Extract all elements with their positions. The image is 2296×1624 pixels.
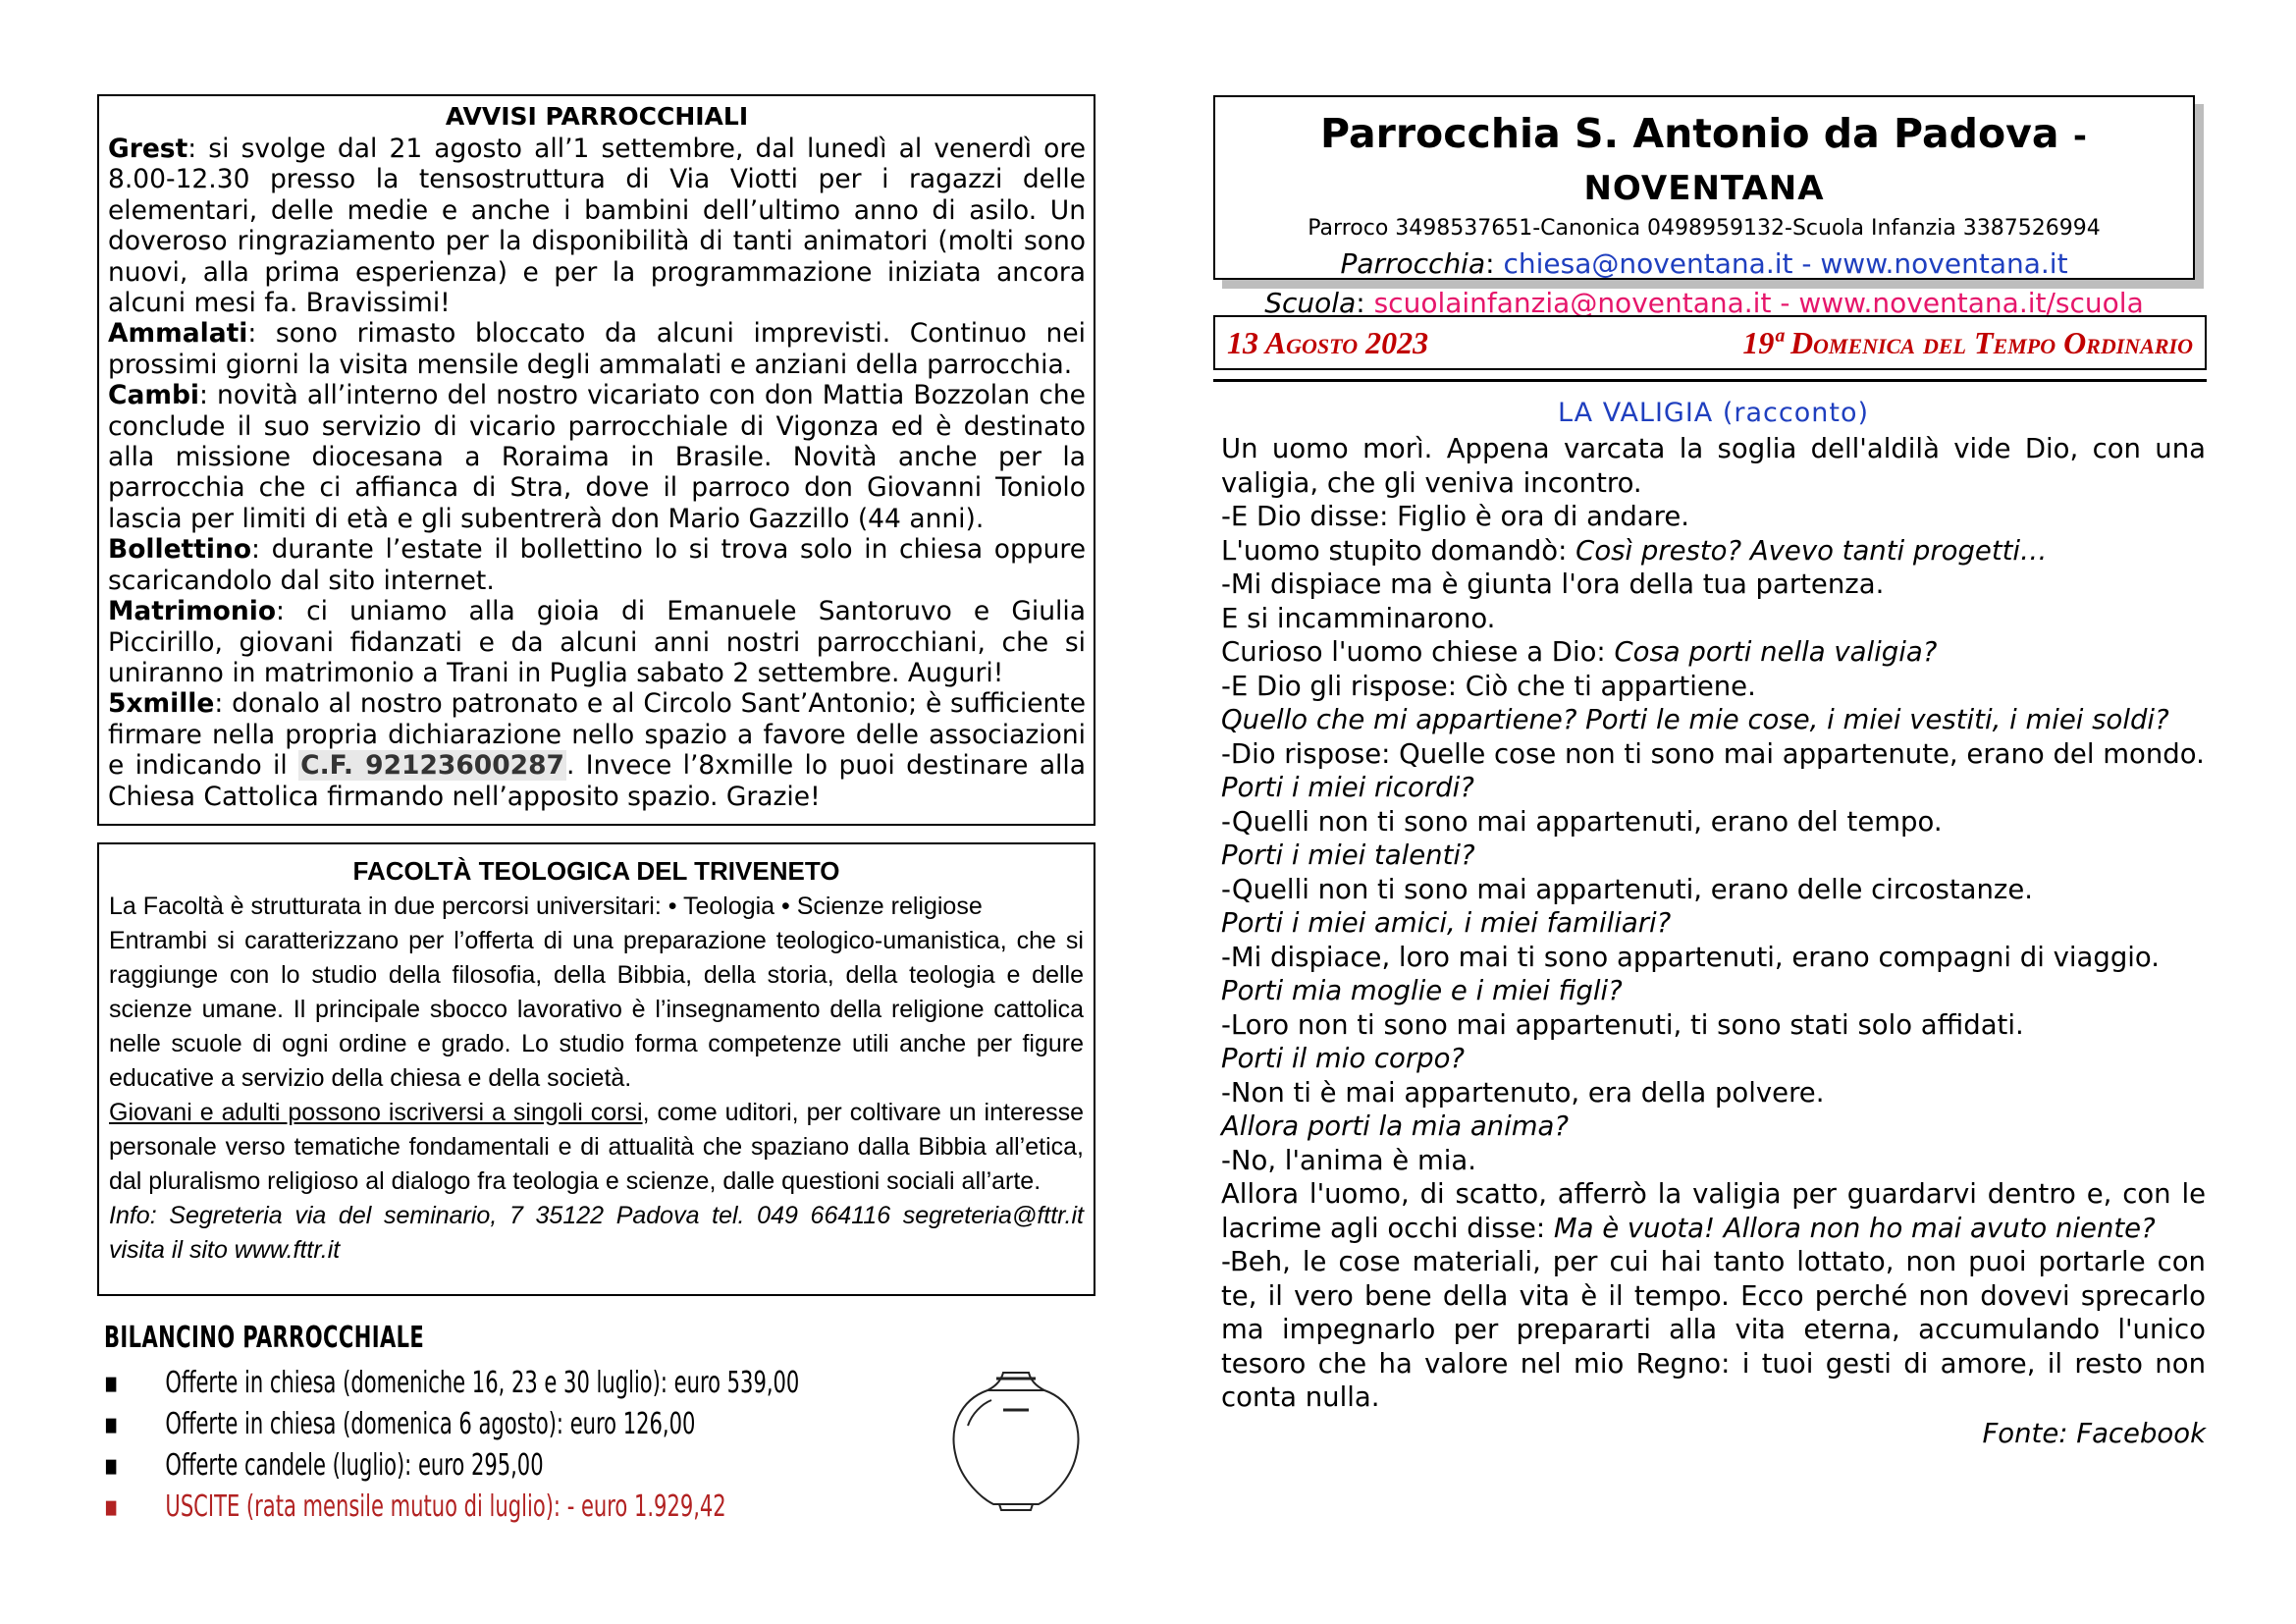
bilancino-title: BILANCINO PARROCCHIALE bbox=[104, 1321, 425, 1355]
racconto-line-text: -Mi dispiace ma è giunta l'ora della tua partenza. bbox=[1221, 568, 1885, 600]
grest-label: Grest bbox=[108, 134, 188, 164]
racconto-line bbox=[1221, 602, 2206, 636]
racconto-line-text: -Quelli non ti sono mai appartenuti, erano delle circostanze. bbox=[1221, 873, 2034, 905]
parish-header bbox=[1213, 95, 2195, 319]
racconto-line-italic: Cosa porti nella valigia? bbox=[1614, 636, 1938, 668]
bilancino-item-text: Offerte in chiesa (domeniche 16, 23 e 30 luglio): euro 539,00 bbox=[165, 1366, 800, 1400]
5xmille-text-a: : donalo al nostro patronato e al Circolo Sant’Antonio; è sufficiente firmare nella propria dichiarazione nello spazio a favore delle associazioni e indicando il bbox=[108, 688, 1086, 782]
racconto-line-text: -Mi dispiace, loro mai ti sono appartenuti, erano compagni di viaggio. bbox=[1221, 941, 2161, 973]
facolta-p3-underlined: Giovani e adulti possono iscriversi a singoli corsi bbox=[109, 1099, 643, 1126]
bilancino-parrocchiale bbox=[104, 1321, 958, 1528]
racconto-line bbox=[1221, 974, 2206, 1008]
avvisi-parrocchiali-box bbox=[97, 94, 1095, 826]
racconto-line-text: -Dio rispose: Quelle cose non ti sono mai appartenute, erano del mondo. bbox=[1221, 737, 2205, 770]
racconto-line bbox=[1221, 737, 2206, 772]
facolta-teologica-box bbox=[97, 842, 1095, 1296]
facolta-p1: La Facoltà è strutturata in due percorsi universitari: • Teologia • Scienze religiose bbox=[109, 893, 983, 920]
racconto-line-text: -Quelli non ti sono mai appartenuti, erano del tempo. bbox=[1221, 805, 1943, 838]
avvisi-grest bbox=[108, 134, 1086, 318]
racconto-line bbox=[1221, 635, 2206, 670]
racconto-line-text: Porti i miei talenti? bbox=[1221, 839, 1475, 871]
racconto-line bbox=[1221, 568, 2206, 602]
racconto-line bbox=[1221, 1144, 2206, 1178]
separator: - bbox=[1792, 247, 1821, 280]
racconto-line-text: Porti i miei amici, i miei familiari? bbox=[1221, 907, 1672, 939]
avvisi-matrimonio bbox=[108, 596, 1086, 688]
racconto-line bbox=[1221, 873, 2206, 907]
offering-jar-icon bbox=[942, 1367, 1090, 1514]
bilancino-item-text: USCITE (rata mensile mutuo di luglio): - euro 1.929,42 bbox=[165, 1489, 726, 1524]
bilancino-item bbox=[104, 1404, 771, 1445]
racconto-line-text: Porti il mio corpo? bbox=[1221, 1043, 1466, 1074]
bilancino-item-uscite bbox=[104, 1487, 771, 1528]
racconto-line-text: -Loro non ti sono mai appartenuti, ti sono stati solo affidati. bbox=[1221, 1008, 2024, 1041]
parrocchia-email-link[interactable]: chiesa@noventana.it bbox=[1503, 247, 1793, 280]
avvisi-ammalati bbox=[108, 318, 1086, 380]
racconto-body bbox=[1221, 432, 2206, 1415]
bollettino-label: Bollettino bbox=[108, 534, 252, 566]
racconto-line-italic: Ma è vuota! Allora non ho mai avuto niente? bbox=[1553, 1212, 2156, 1244]
separator: - bbox=[1771, 287, 1799, 319]
parrocchia-site-link[interactable]: www.noventana.it bbox=[1820, 247, 2068, 280]
bullet-icon: ▪ bbox=[104, 1448, 119, 1483]
bilancino-item bbox=[104, 1363, 800, 1404]
racconto-line bbox=[1221, 1042, 2206, 1076]
bullet-icon: ▪ bbox=[104, 1489, 119, 1524]
racconto-source: Fonte: Facebook bbox=[1982, 1417, 2206, 1449]
matrimonio-label: Matrimonio bbox=[108, 596, 277, 627]
liturgical-sunday: 19ª Domenica del Tempo Ordinario bbox=[1742, 325, 2193, 360]
avvisi-5xmille bbox=[108, 688, 1086, 812]
racconto-title: LA VALIGIA (racconto) bbox=[1557, 398, 1869, 428]
avvisi-bollettino bbox=[108, 534, 1086, 596]
ammalati-label: Ammalati bbox=[108, 318, 248, 350]
facolta-p2: Entrambi si caratterizzano per l’offerta di una preparazione teologico-umanistica, che si raggiunge con lo studio della filosofia, della Bibbia, della storia, della teologia e delle scienze umane. Il principale sbocco lavorativo è l’insegnamento della religione cattolica nelle scuole di ogni ordine e grado. Lo studio forma competenze utili anche per figure educative a servizio della chiesa e della società. bbox=[109, 927, 1084, 1092]
racconto-line-text: Un uomo morì. Appena varcata la soglia dell'aldilà vide Dio, con una valigia, che gli veniva incontro. bbox=[1221, 433, 2206, 499]
parish-name: Parrocchia S. Antonio da Padova bbox=[1320, 110, 2059, 157]
parish-contacts: Parroco 3498537651-Canonica 0498959132-Scuola Infanzia 3387526994 bbox=[1308, 216, 2101, 241]
parrocchia-line: Parrocchia: chiesa@noventana.it - www.noventana.it bbox=[1340, 247, 2068, 280]
racconto-line bbox=[1221, 1008, 2206, 1043]
racconto-line bbox=[1221, 906, 2206, 941]
avvisi-cambi bbox=[108, 380, 1086, 534]
bilancino-item bbox=[104, 1445, 771, 1487]
racconto-line bbox=[1221, 805, 2206, 839]
racconto-line bbox=[1221, 500, 2206, 534]
scuola-label: Scuola bbox=[1264, 287, 1357, 319]
bullet-icon: ▪ bbox=[104, 1407, 119, 1441]
racconto-line bbox=[1221, 703, 2206, 737]
bilancino-list bbox=[104, 1363, 958, 1528]
scuola-site-link[interactable]: www.noventana.it/scuola bbox=[1798, 287, 2144, 319]
parish-suffix: - NOVENTANA bbox=[1583, 117, 2088, 208]
cambi-text: : novità all’interno del nostro vicariato con don Mattia Bozzolan che conclude il suo servizio di vicario parrocchiale di Vigonza ed è destinato alla missione diocesana a Roraima in Brasile. Novità anche per la parrocchia che ci affianca di Stra, dove il parroco don Giovanni Toniolo lascia per limiti di età e gli subentrerà don Mario Gazzillo (44 anni). bbox=[108, 380, 1086, 534]
facolta-title: FACOLTÀ TEOLOGICA DEL TRIVENETO bbox=[352, 856, 840, 886]
racconto-line-text: Porti i miei ricordi? bbox=[1221, 772, 1474, 803]
date-bar bbox=[1213, 315, 2207, 370]
avvisi-title: AVVISI PARROCCHIALI bbox=[445, 102, 749, 131]
racconto-line-text: Quello che mi appartiene? Porti le mie cose, i miei vestiti, i miei soldi? bbox=[1221, 704, 2169, 735]
racconto-line bbox=[1221, 1245, 2206, 1415]
facolta-p3 bbox=[109, 1096, 1084, 1199]
racconto-valigia bbox=[1221, 397, 2206, 1450]
racconto-line bbox=[1221, 432, 2206, 500]
racconto-line-text: -E Dio gli rispose: Ciò che ti appartiene. bbox=[1221, 670, 1756, 702]
codice-fiscale: C.F. 92123600287 bbox=[300, 750, 564, 782]
racconto-line bbox=[1221, 771, 2206, 805]
racconto-line-text: -Non ti è mai appartenuto, era della polvere. bbox=[1221, 1076, 1825, 1109]
racconto-line-text: E si incamminarono. bbox=[1221, 602, 1496, 634]
parish-title bbox=[1215, 109, 2193, 213]
racconto-line bbox=[1221, 1177, 2206, 1245]
racconto-line bbox=[1221, 1110, 2206, 1144]
racconto-line bbox=[1221, 1076, 2206, 1110]
scuola-email-link[interactable]: scuolainfanzia@noventana.it bbox=[1373, 287, 1772, 319]
racconto-line-text: L'uomo stupito domandò: bbox=[1221, 534, 1576, 567]
racconto-line-text: -No, l'anima è mia. bbox=[1221, 1144, 1476, 1176]
5xmille-label: 5xmille bbox=[108, 688, 215, 720]
parrocchia-label: Parrocchia bbox=[1340, 247, 1486, 280]
ammalati-text: : sono rimasto bloccato da alcuni imprevisti. Continuo nei prossimi giorni la visita mensile degli ammalati e anziani della parrocchia. bbox=[108, 318, 1086, 380]
date-text: 13 Agosto 2023 bbox=[1227, 325, 1429, 360]
racconto-line bbox=[1221, 534, 2206, 568]
racconto-line-text: Allora l'uomo, di scatto, afferrò la valigia per guardarvi dentro e, con le lacrime agli occhi disse: bbox=[1221, 1178, 2206, 1244]
racconto-line-text: Allora porti la mia anima? bbox=[1221, 1110, 1569, 1142]
bollettino-text: : durante l’estate il bollettino lo si trova solo in chiesa oppure scaricandolo dal sito internet. bbox=[108, 534, 1086, 596]
divider bbox=[1213, 379, 2207, 382]
facolta-info: Info: Segreteria via del seminario, 7 35122 Padova tel. 049 664116 segreteria@fttr.it visita il sito www.fttr.it bbox=[109, 1202, 1084, 1264]
racconto-line bbox=[1221, 839, 2206, 873]
racconto-line-text: -Beh, le cose materiali, per cui hai tanto lottato, non puoi portarle con te, il vero bene della vita è il tempo. Ecco perché non dovevi sprecarlo ma impegnarlo per prepararti alla vita eterna, accumulando l'unico tesoro che ha valore nel mio Regno: i tuoi gesti di amore, il resto non conta nulla. bbox=[1221, 1246, 2206, 1413]
grest-text: : si svolge dal 21 agosto all’1 settembre, dal lunedì al venerdì ore 8.00-12.30 presso la tensostruttura di Via Viotti per i ragazzi delle elementari, delle medie e anche i bambini dell’ultimo anno di asilo. Un doveroso ringraziamento per la disponibilità di tanti animatori (molti sono nuovi, alla prima esperienza) e per la programmazione iniziata ancora alcuni mesi fa. Bravissimi! bbox=[108, 134, 1086, 319]
matrimonio-text: : ci uniamo alla gioia di Emanuele Santoruvo e Giulia Piccirillo, giovani fidanzati e da alcuni anni nostri parrocchiani, che si uniranno in matrimonio a Trani in Puglia sabato 2 settembre. Auguri! bbox=[108, 596, 1086, 688]
cambi-label: Cambi bbox=[108, 380, 199, 411]
bullet-icon: ▪ bbox=[104, 1366, 119, 1400]
bilancino-item-text: Offerte in chiesa (domenica 6 agosto): euro 126,00 bbox=[165, 1407, 696, 1441]
5xmille-text-b: . Invece l’8xmille lo puoi destinare alla Chiesa Cattolica firmando nell’apposito spazio. Grazie! bbox=[108, 750, 1087, 812]
scuola-line: Scuola: scuolainfanzia@noventana.it - www.noventana.it/scuola bbox=[1264, 287, 2144, 319]
racconto-line bbox=[1221, 941, 2206, 975]
racconto-line-text: Porti mia moglie e i miei figli? bbox=[1221, 975, 1623, 1006]
bilancino-item-text: Offerte candele (luglio): euro 295,00 bbox=[165, 1448, 544, 1483]
racconto-line bbox=[1221, 670, 2206, 704]
racconto-line-italic: Così presto? Avevo tanti progetti… bbox=[1575, 534, 2048, 567]
racconto-line-text: Curioso l'uomo chiese a Dio: bbox=[1221, 636, 1615, 668]
facolta-p3-rest: , come uditori, per coltivare un interesse personale verso tematiche fondamentali e di attualità che spaziano dalla Bibbia all’etica, dal pluralismo religioso al dialogo fra teologia e scienze, dalle questioni sociali all’arte. bbox=[109, 1099, 1084, 1195]
racconto-line-text: -E Dio disse: Figlio è ora di andare. bbox=[1221, 501, 1690, 532]
